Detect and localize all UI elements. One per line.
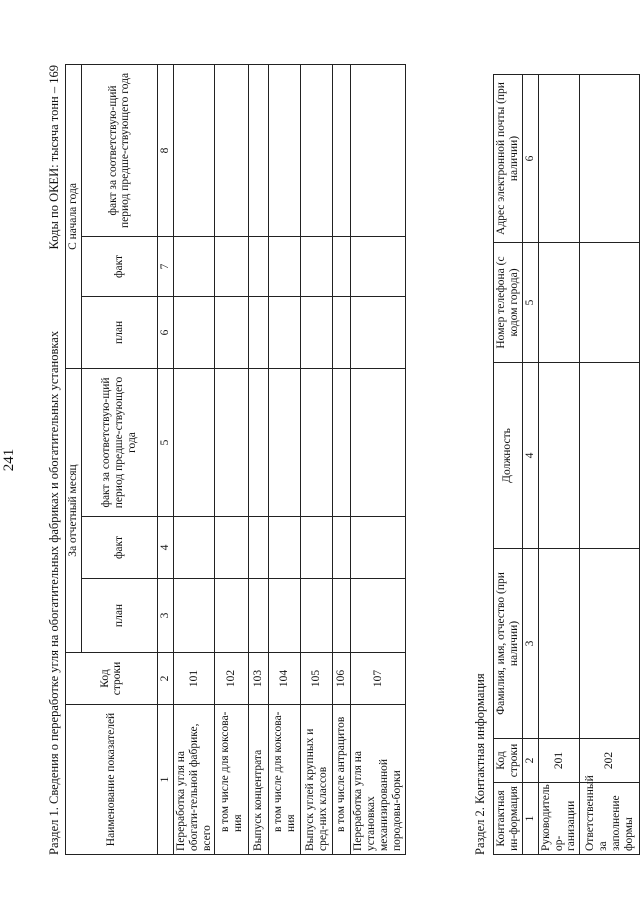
- input-cell[interactable]: [269, 368, 301, 516]
- table-row: [333, 64, 351, 854]
- input-cell[interactable]: [351, 236, 406, 296]
- header-position: Должность: [494, 363, 523, 549]
- table-row: [249, 64, 269, 854]
- input-cell[interactable]: [333, 236, 351, 296]
- header-plan: план: [81, 579, 157, 653]
- input-cell[interactable]: [269, 296, 301, 368]
- input-cell[interactable]: [301, 579, 333, 653]
- input-cell[interactable]: [249, 579, 269, 653]
- input-cell[interactable]: [269, 517, 301, 579]
- header-prev-fact: факт за соответствую-щий период предше-ствующего года: [81, 64, 157, 236]
- row-code: 105: [301, 653, 333, 705]
- row-code: 101: [173, 653, 215, 705]
- column-number-row: [522, 75, 538, 855]
- input-cell[interactable]: [215, 64, 249, 236]
- column-number: 2: [522, 739, 538, 783]
- row-code: 107: [351, 653, 406, 705]
- column-number: 8: [157, 64, 173, 236]
- input-cell[interactable]: [249, 368, 269, 516]
- input-cell[interactable]: [301, 296, 333, 368]
- input-cell[interactable]: [580, 243, 640, 363]
- input-cell[interactable]: [351, 517, 406, 579]
- section1-title: Раздел 1. Сведения о переработке угля на обогатительных фабриках и обогатительных установках: [47, 330, 61, 855]
- header-code: Код строки: [494, 739, 523, 783]
- row-name: Выпуск углей крупных и сред-них классов: [301, 705, 333, 855]
- row-info: Ответственный за заполнение формы: [580, 783, 640, 855]
- header-fact: факт: [81, 517, 157, 579]
- input-cell[interactable]: [173, 64, 215, 236]
- header-fio: Фамилия, имя, отчество (при наличии): [494, 549, 523, 739]
- header-name: Наименование показателей: [66, 705, 158, 855]
- input-cell[interactable]: [269, 579, 301, 653]
- input-cell[interactable]: [301, 236, 333, 296]
- page-number: 241: [1, 448, 17, 472]
- rotated-page-content: [1, 65, 635, 855]
- input-cell[interactable]: [173, 236, 215, 296]
- row-code: 102: [215, 653, 249, 705]
- table-header-row: [66, 64, 82, 854]
- input-cell[interactable]: [301, 64, 333, 236]
- table-header-row: [494, 75, 523, 855]
- section2-title: Раздел 2. Контактная информация: [473, 673, 487, 855]
- section1-header: [45, 65, 65, 855]
- row-name: Переработка угля на установках механизированной породовы-борки: [351, 705, 406, 855]
- table-row: [173, 64, 215, 854]
- input-cell[interactable]: [173, 368, 215, 516]
- input-cell[interactable]: [333, 517, 351, 579]
- table-row: [351, 64, 406, 854]
- column-number: 5: [157, 368, 173, 516]
- table-row: [269, 64, 301, 854]
- header-email: Адрес электронной почты (при наличии): [494, 75, 523, 243]
- table-row: [580, 75, 640, 855]
- input-cell[interactable]: [215, 368, 249, 516]
- row-name: в том числе для коксова-ния: [215, 705, 249, 855]
- column-number-row: [157, 64, 173, 854]
- input-cell[interactable]: [351, 64, 406, 236]
- input-cell[interactable]: [173, 296, 215, 368]
- table-row: [538, 75, 580, 855]
- section2-table: [493, 74, 640, 855]
- input-cell[interactable]: [269, 236, 301, 296]
- header-fact: факт: [81, 236, 157, 296]
- row-code: 106: [333, 653, 351, 705]
- input-cell[interactable]: [580, 549, 640, 739]
- column-number: 6: [157, 296, 173, 368]
- row-name: Переработка угля на обогати-тельной фабрике, всего: [173, 705, 215, 855]
- column-number: 1: [157, 705, 173, 855]
- header-info: Контактная ин-формация: [494, 783, 523, 855]
- input-cell[interactable]: [351, 296, 406, 368]
- input-cell[interactable]: [215, 236, 249, 296]
- input-cell[interactable]: [173, 517, 215, 579]
- input-cell[interactable]: [301, 368, 333, 516]
- table-row: [215, 64, 249, 854]
- column-number: 5: [522, 243, 538, 363]
- input-cell[interactable]: [301, 517, 333, 579]
- input-cell[interactable]: [580, 75, 640, 243]
- input-cell[interactable]: [215, 296, 249, 368]
- input-cell[interactable]: [580, 363, 640, 549]
- input-cell[interactable]: [215, 579, 249, 653]
- header-month-group: За отчетный месяц: [66, 368, 82, 652]
- input-cell[interactable]: [351, 368, 406, 516]
- input-cell[interactable]: [538, 75, 580, 243]
- header-plan: план: [81, 296, 157, 368]
- input-cell[interactable]: [249, 236, 269, 296]
- row-name: в том числе для коксова-ния: [269, 705, 301, 855]
- input-cell[interactable]: [249, 517, 269, 579]
- input-cell[interactable]: [173, 579, 215, 653]
- header-code: Код строки: [66, 653, 158, 705]
- input-cell[interactable]: [333, 296, 351, 368]
- column-number: 3: [157, 579, 173, 653]
- row-code: 201: [538, 739, 580, 783]
- input-cell[interactable]: [333, 368, 351, 516]
- input-cell[interactable]: [333, 64, 351, 236]
- row-code: 104: [269, 653, 301, 705]
- column-number: 2: [157, 653, 173, 705]
- input-cell[interactable]: [215, 517, 249, 579]
- column-number: 1: [522, 783, 538, 855]
- input-cell[interactable]: [333, 579, 351, 653]
- input-cell[interactable]: [351, 579, 406, 653]
- header-prev-fact: факт за соответствую-щий период предше-ствующего года: [81, 368, 157, 516]
- header-phone: Номер телефона (с кодом города): [494, 243, 523, 363]
- column-number: 7: [157, 236, 173, 296]
- header-year-group: С начала года: [66, 64, 82, 368]
- column-number: 3: [522, 549, 538, 739]
- row-name: Выпуск концентрата: [249, 705, 269, 855]
- input-cell[interactable]: [538, 549, 580, 739]
- row-name: в том числе антрацитов: [333, 705, 351, 855]
- row-info: Руководитель ор-ганизации: [538, 783, 580, 855]
- column-number: 6: [522, 75, 538, 243]
- input-cell[interactable]: [538, 363, 580, 549]
- column-number: 4: [522, 363, 538, 549]
- input-cell[interactable]: [538, 243, 580, 363]
- row-code: 202: [580, 739, 640, 783]
- column-number: 4: [157, 517, 173, 579]
- input-cell[interactable]: [269, 64, 301, 236]
- okei-codes: Коды по ОКЕИ: тысяча тонн – 169: [47, 65, 61, 250]
- input-cell[interactable]: [249, 296, 269, 368]
- input-cell[interactable]: [249, 64, 269, 236]
- row-code: 103: [249, 653, 269, 705]
- table-row: [301, 64, 333, 854]
- section1-table: [65, 64, 406, 855]
